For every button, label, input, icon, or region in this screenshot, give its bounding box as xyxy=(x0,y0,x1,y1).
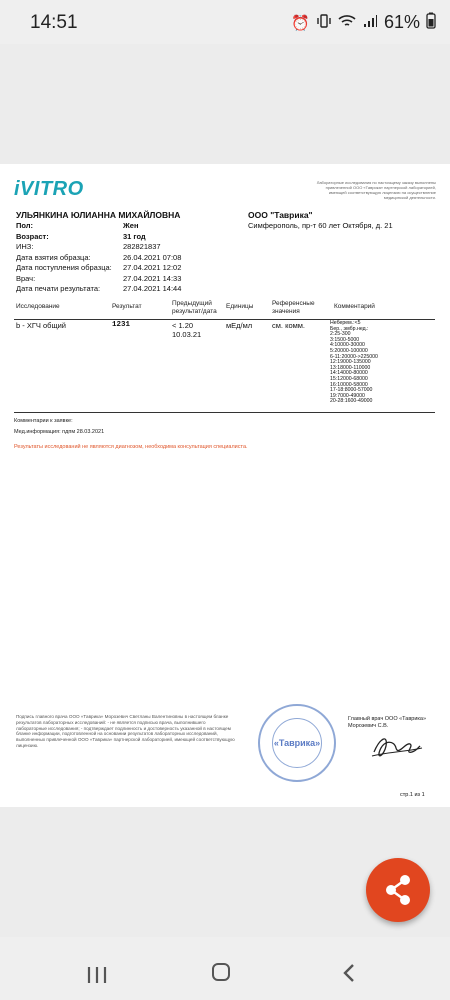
chief-name: Морозевич С.В. xyxy=(348,723,389,729)
info-value: 27.04.2021 14:44 xyxy=(123,284,182,293)
navigation-bar xyxy=(0,937,450,1000)
header-units: Единицы xyxy=(226,303,254,310)
comment-line: 20-28:1600-49000 xyxy=(330,398,373,405)
back-icon[interactable] xyxy=(342,963,356,988)
comment-line: 3:1500-5000 xyxy=(330,336,360,343)
info-label: Дата поступления образца: xyxy=(16,263,112,272)
info-label: ИНЗ: xyxy=(16,242,34,251)
table-rule-bottom xyxy=(14,412,435,413)
patient-info xyxy=(16,221,181,295)
signal-icon xyxy=(362,14,378,32)
comment-line: 12:19000-135000 xyxy=(330,359,371,366)
comment-line: 19:7000-49000 xyxy=(330,392,365,399)
ivitro-logo: iVITRO xyxy=(14,178,84,200)
info-value: 27.04.2021 14:33 xyxy=(123,273,182,283)
org-address: Симферополь, пр-т 60 лет Октября, д. 21 xyxy=(248,221,393,230)
share-icon xyxy=(366,858,430,922)
comment-line: Бер., эмбр.нед.: xyxy=(330,325,369,332)
battery-icon xyxy=(426,12,436,33)
header-comment: Комментарий xyxy=(334,303,375,310)
row-test: b - ХГЧ общий xyxy=(16,321,66,330)
comment-line: 4:10000-30000 xyxy=(330,342,365,349)
lab-note: Лабораторные исследования по настоящему заказу выполнены привлеченной ООО «Таврика» партнерской лабораторией, имеющей соответствующую лицензию на осуществление медицинской деятельности. xyxy=(316,180,436,200)
info-value: 31 год xyxy=(123,231,146,241)
chief-doctor xyxy=(348,716,426,730)
comment-line: 5:20000-100000 xyxy=(330,347,368,354)
lab-result-document xyxy=(0,164,450,807)
comment-line: 15:12000-68000 xyxy=(330,375,368,382)
home-icon[interactable] xyxy=(212,963,230,981)
order-comment: Комментарии к заявке: xyxy=(14,418,73,424)
share-button[interactable] xyxy=(366,858,430,922)
info-row-inz xyxy=(16,242,181,253)
viewer-background-top xyxy=(0,44,450,164)
header-test: Исследование xyxy=(16,303,60,310)
info-row-sample-taken xyxy=(16,253,181,264)
comment-line: 16:10000-58000 xyxy=(330,381,368,388)
status-bar xyxy=(0,0,450,44)
row-comment xyxy=(330,321,378,405)
battery-percent: 61% xyxy=(383,12,420,32)
status-icons xyxy=(291,12,436,33)
info-value: 27.04.2021 12:02 xyxy=(123,263,182,272)
header-result: Результат xyxy=(112,303,142,310)
info-label: Врач: xyxy=(16,273,36,283)
signature-note: Подпись главного врача ООО «Таврика» Морозевич Светланы Валентиновны в настоящем бланке результатов лабораторных исследований: - не является подписью врача, выполнившего лабораторные исследования; - подтверждает подлинность и достоверность указанной в настоящем бланке информации, подготовленной на основании результатов лабораторных исследований, выполненных привлеченной ООО «Таврика» партнерской лабораторией, имеющей соответствующую лицензию. xyxy=(16,714,235,748)
stamp-name: «Таврика» xyxy=(273,738,321,748)
row-previous-date: 10.03.21 xyxy=(172,330,202,339)
row-reference: см. комм. xyxy=(272,321,306,330)
info-value: 282821837 xyxy=(123,242,161,251)
info-row-sex xyxy=(16,221,181,232)
info-row-age xyxy=(16,232,181,243)
table-rule-top xyxy=(14,319,435,320)
info-label: Дата взятия образца: xyxy=(16,252,91,262)
comment-line: 14:14000-80000 xyxy=(330,370,368,377)
row-previous-value: < 1.20 xyxy=(172,321,194,330)
disclaimer-warning: Результаты исследований не являются диагнозом, необходима консультация специалиста. xyxy=(14,444,248,450)
handwritten-signature xyxy=(370,730,426,767)
recent-apps-icon[interactable] xyxy=(86,965,108,990)
wifi-icon xyxy=(338,14,356,32)
row-units: мЕд/мл xyxy=(226,321,253,330)
page-number: стр.1 из 1 xyxy=(400,792,425,798)
comment-line: 2:25-300 xyxy=(330,331,351,338)
patient-name: УЛЬЯНКИНА ЮЛИАННА МИХАЙЛОВНА xyxy=(16,210,181,220)
status-time: 14:51 xyxy=(30,12,78,33)
comment-line: Неберем.:<5 xyxy=(330,320,361,326)
info-label: Возраст: xyxy=(16,231,49,241)
comment-line: 13:18000-110000 xyxy=(330,364,371,371)
clinic-stamp xyxy=(258,704,336,782)
info-row-doctor xyxy=(16,274,181,285)
header-reference: Референсные значения xyxy=(272,300,315,315)
org-name: ООО "Таврика" xyxy=(248,210,313,220)
chief-title: Главный врач ООО «Таврика» xyxy=(348,716,427,722)
info-label: Пол: xyxy=(16,221,34,230)
info-row-sample-received xyxy=(16,263,181,274)
vibrate-icon xyxy=(316,14,332,32)
alarm-icon: ⏰ xyxy=(291,14,310,32)
row-result: 1231 xyxy=(112,321,131,329)
comment-line: 17-18:8000-57000 xyxy=(330,387,373,394)
comment-line: 6-11:20000->225000 xyxy=(330,353,378,360)
info-value: Жен xyxy=(123,221,139,230)
header-previous: Предыдущий результат/дата xyxy=(172,300,217,315)
info-label: Дата печати результата: xyxy=(16,284,101,293)
info-value: 26.04.2021 07:08 xyxy=(123,252,182,262)
med-info: Мед.информация: пдпм 28.03.2021 xyxy=(14,429,105,435)
info-row-print-date xyxy=(16,284,181,295)
